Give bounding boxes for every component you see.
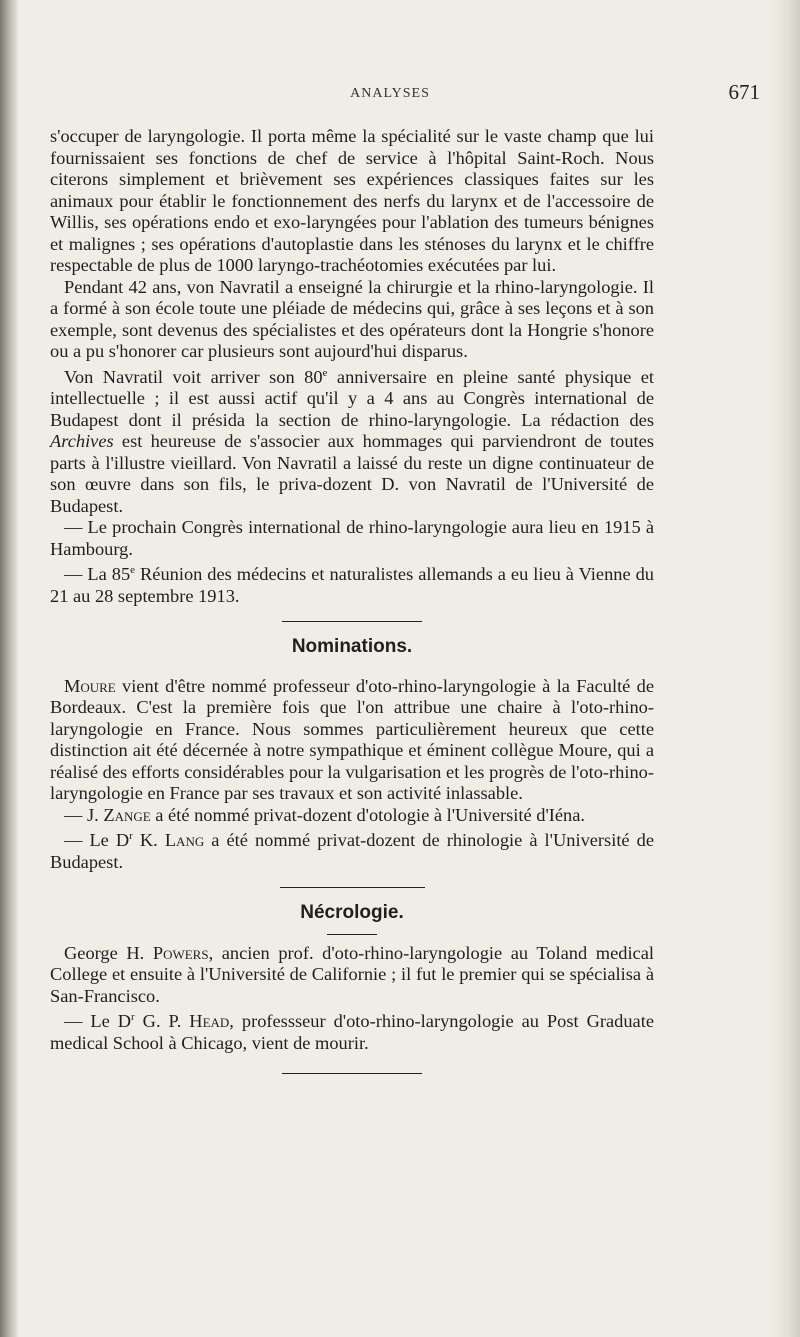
article-body xyxy=(50,126,654,1074)
paragraph: George H. Powers, ancien prof. d'oto-rhino-laryngologie au Toland medical College et ensuite à l'Université de Californie ; il fut le premier qui se spécialisa à San-Francisco. xyxy=(50,942,654,1006)
paragraph: Pendant 42 ans, von Navratil a enseigné la chirurgie et la rhino-laryngologie. Il a formé à son école toute une pléiade de médecins qui, grâce à ses leçons et à son exemple, sont devenus des spécialistes et des opérateurs dont la Hongrie s'honore ou a pu s'honorer car plusieurs sont aujourd'hui disparus. xyxy=(50,276,654,361)
section-divider xyxy=(280,887,425,888)
paragraph: — La 85e Réunion des médecins et naturalistes allemands a eu lieu à Vienne du 21 au 28 septembre 1913. xyxy=(50,564,654,606)
paragraph: — Le $D^r$ K. Lang a été nommé privat-dozent de rhinologie à l'Université de Budapest. xyxy=(50,830,654,872)
section-divider xyxy=(282,621,422,622)
section-heading-necrologie: Nécrologie. xyxy=(300,902,404,924)
paragraph: — Le prochain Congrès international de rhino-laryngologie aura lieu en 1915 à Hambourg. xyxy=(50,517,654,559)
paragraph: s'occuper de laryngologie. Il porta même la spécialité sur le vaste champ que lui fournissaient ses fonctions de chef de service à l'hôpital Saint-Roch. Nous citerons simplement et brièvement ses expériences classiques faites sur les animaux pour établir le fonctionnement des nerfs du larynx et de l'accessoire de Willis, ses opérations endo et exo-laryngées pour l'ablation des tumeurs bénignes et malignes ; ses opérations d'autoplastie dans les sténoses du larynx et le chiffre respectable de plus de 1000 laryngo-trachéotomies exécutées par lui. xyxy=(50,126,654,275)
paragraph: Von Navratil voit arriver son 80e anniversaire en pleine santé physique et intellectuelle ; il est aussi actif qu'il y a 4 ans au Congrès international de Budapest dont il présida la section de rhino-laryngologie. La rédaction des Archives est heureuse de s'associer aux hommages qui parviendront de toutes parts à l'illustre vieillard. Von Navratil a laissé du reste un digne continuateur de son œuvre dans son fils, le priva-dozent D. von Navratil de l'Université de Budapest. xyxy=(50,366,654,516)
page-binding-shadow xyxy=(0,0,18,1337)
page-header xyxy=(40,80,760,110)
section-heading-nominations: Nominations. xyxy=(291,636,413,658)
paragraph: — J. Zange a été nommé privat-dozent d'otologie à l'Université d'Iéna. xyxy=(64,804,585,825)
page-number: 671 xyxy=(728,80,760,104)
end-divider xyxy=(282,1073,422,1074)
page-edge-shadow xyxy=(770,0,800,1337)
heading-underline xyxy=(327,934,377,935)
paragraph: — Le $D^r$ G. P. Head, professseur d'oto-rhino-laryngologie au Post Graduate medical School à Chicago, vient de mourir. xyxy=(50,1011,654,1053)
running-head: ANALYSES xyxy=(350,86,430,101)
paragraph: Moure vient d'être nommé professeur d'oto-rhino-laryngologie à la Faculté de Bordeaux. C'est la première fois que l'on attribue une chaire à l'oto-rhino-laryngologie en France. Nous sommes particulièrement heureux que cette distinction ait été décernée à notre sympathique et éminent collègue Moure, qui a réalisé des efforts considérables pour la vulgarisation et les progrès de l'oto-rhino-laryngologie en France par ses travaux et son activité inlassable. xyxy=(50,675,654,804)
